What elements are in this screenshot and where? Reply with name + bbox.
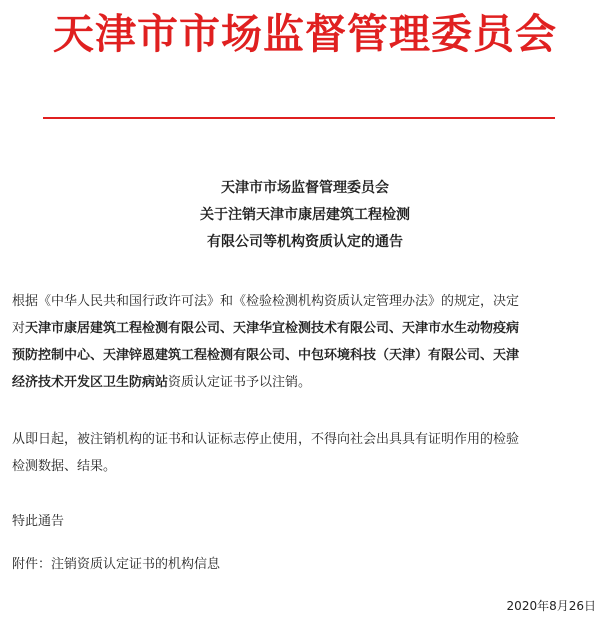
notice-title-line-3: 有限公司等机构资质认定的通告 xyxy=(207,234,403,250)
decision-line-2 xyxy=(12,315,602,342)
issue-date: 2020年8月26日 xyxy=(506,599,596,613)
closing-text: 特此通告 xyxy=(12,514,65,529)
decision-line-1: 根据《中华人民共和国行政许可法》和《检验检测机构资质认定管理办法》的规定，决定 xyxy=(12,294,520,309)
attachment-note: 附件：注销资质认定证书的机构信息 xyxy=(12,557,221,572)
institution-list-part-2: 预防控制中心、天津锌恩建筑工程检测有限公司、中包环境科技（天津）有限公司、天津 xyxy=(12,348,520,363)
body-paragraph-decision xyxy=(12,288,602,396)
institution-list-part-1: 天津市康居建筑工程检测有限公司、天津华宜检测技术有限公司、天津市水生动物疫病 xyxy=(25,321,520,336)
effect-line-2: 检测数据、结果。 xyxy=(12,459,117,474)
institution-list-part-3: 经济技术开发区卫生防病站 xyxy=(12,375,169,390)
notice-title-line-2: 关于注销天津市康居建筑工程检测 xyxy=(200,207,410,223)
decision-line-4 xyxy=(12,369,602,396)
notice-title-line-1: 天津市市场监督管理委员会 xyxy=(221,180,389,196)
decision-line-2-prefix: 对 xyxy=(12,321,26,336)
letterhead-divider xyxy=(43,117,555,119)
effect-line-1: 从即日起，被注销机构的证书和认证标志停止使用，不得向社会出具具有证明作用的检验 xyxy=(12,432,520,447)
decision-line-4-suffix: 资质认定证书予以注销。 xyxy=(168,375,312,390)
body-paragraph-effect xyxy=(12,426,602,480)
letterhead-title: 天津市市场监督管理委员会 xyxy=(53,10,557,58)
notice-title xyxy=(0,175,610,256)
